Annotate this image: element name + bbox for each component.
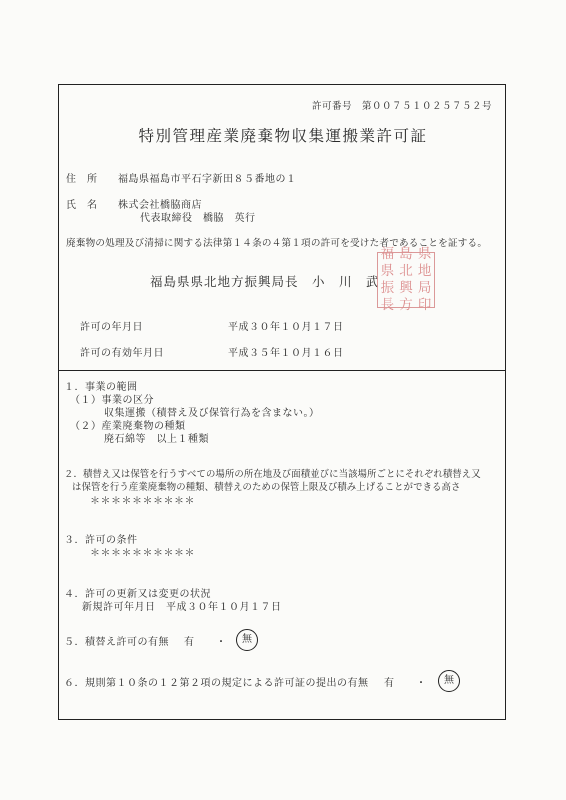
seal-char: 興: [399, 280, 413, 296]
seal-char: 印: [417, 297, 432, 313]
section2-line2: は保管を行う産業廃棄物の種類、積替えのための保管上限及び積み上げることができる高さ: [72, 482, 461, 493]
section4-value: 新規許可年月日 平成３０年１０月１７日: [82, 602, 282, 613]
document-title: 特別管理産業廃棄物収集運搬業許可証: [138, 127, 428, 145]
section1-sub2-value: 廃石綿等 以上１種類: [104, 434, 209, 445]
section6-no-circled: [438, 668, 460, 692]
section6-dot: ・: [416, 678, 427, 689]
section6-heading: ６．規則第１０条の１２第２項の規定による許可証の提出の有無: [64, 678, 369, 689]
seal-char: 地: [417, 263, 432, 279]
section5-dot: ・: [216, 637, 227, 648]
seal-char: 県: [380, 263, 395, 279]
representative-name: 代表取締役 橋脇 英行: [140, 213, 256, 224]
company-name: 株式会社橋脇商店: [118, 200, 202, 211]
certification-text: 廃棄物の処理及び清掃に関する法律第１４条の４第１項の許可を受けた者であることを証する。: [66, 238, 488, 249]
valid-until-value: 平成３５年１０月１６日: [228, 348, 344, 359]
seal-char: 北: [399, 263, 413, 279]
permit-date-value: 平成３０年１０月１７日: [228, 322, 344, 333]
section5-no: 無: [236, 629, 258, 651]
permit-date-label: 許可の年月日: [80, 322, 143, 333]
address-label: 住 所: [66, 174, 98, 185]
permit-number: 許可番号 第００７５１０２５７５２号: [312, 101, 493, 112]
section4-heading: ４．許可の更新又は変更の状況: [64, 589, 211, 600]
seal-char: 振: [380, 280, 395, 296]
name-label: 氏 名: [66, 200, 98, 211]
seal-char: 県: [417, 246, 432, 262]
section6-yes: 有: [384, 678, 395, 689]
section1-sub2: （２）産業廃棄物の種類: [70, 421, 186, 432]
seal-char: 方: [399, 297, 413, 313]
section2-line1: ２．積替え又は保管を行うすべての場所の所在地及び面積並びに当該場所ごとにそれぞれ積替え又: [64, 469, 481, 480]
seal-char: 局: [417, 280, 432, 296]
section5-heading: ５．積替え許可の有無: [64, 637, 169, 648]
section6-no: 無: [438, 670, 460, 692]
seal-char: 長: [380, 297, 395, 313]
section2-value: ＊＊＊＊＊＊＊＊＊＊: [90, 496, 195, 507]
valid-until-label: 許可の有効年月日: [80, 348, 164, 359]
section3-heading: ３．許可の条件: [64, 535, 138, 546]
seal-char: 島: [399, 246, 413, 262]
issuer: 福島県県北地方振興局長 小 川 武: [150, 274, 380, 289]
official-seal: [377, 246, 435, 313]
section5-no-circled: [236, 627, 258, 651]
section3-value: ＊＊＊＊＊＊＊＊＊＊: [90, 548, 195, 559]
address-value: 福島県福島市平石字新田８５番地の１: [118, 174, 297, 185]
section-divider: [58, 370, 506, 371]
section1-sub1-value: 収集運搬（積替え及び保管行為を含まない。）: [104, 408, 320, 419]
section1-sub1: （１）事業の区分: [70, 395, 154, 406]
section5-yes: 有: [184, 637, 195, 648]
seal-char: 福: [380, 246, 395, 262]
section1-heading: １．事業の範囲: [64, 382, 138, 393]
